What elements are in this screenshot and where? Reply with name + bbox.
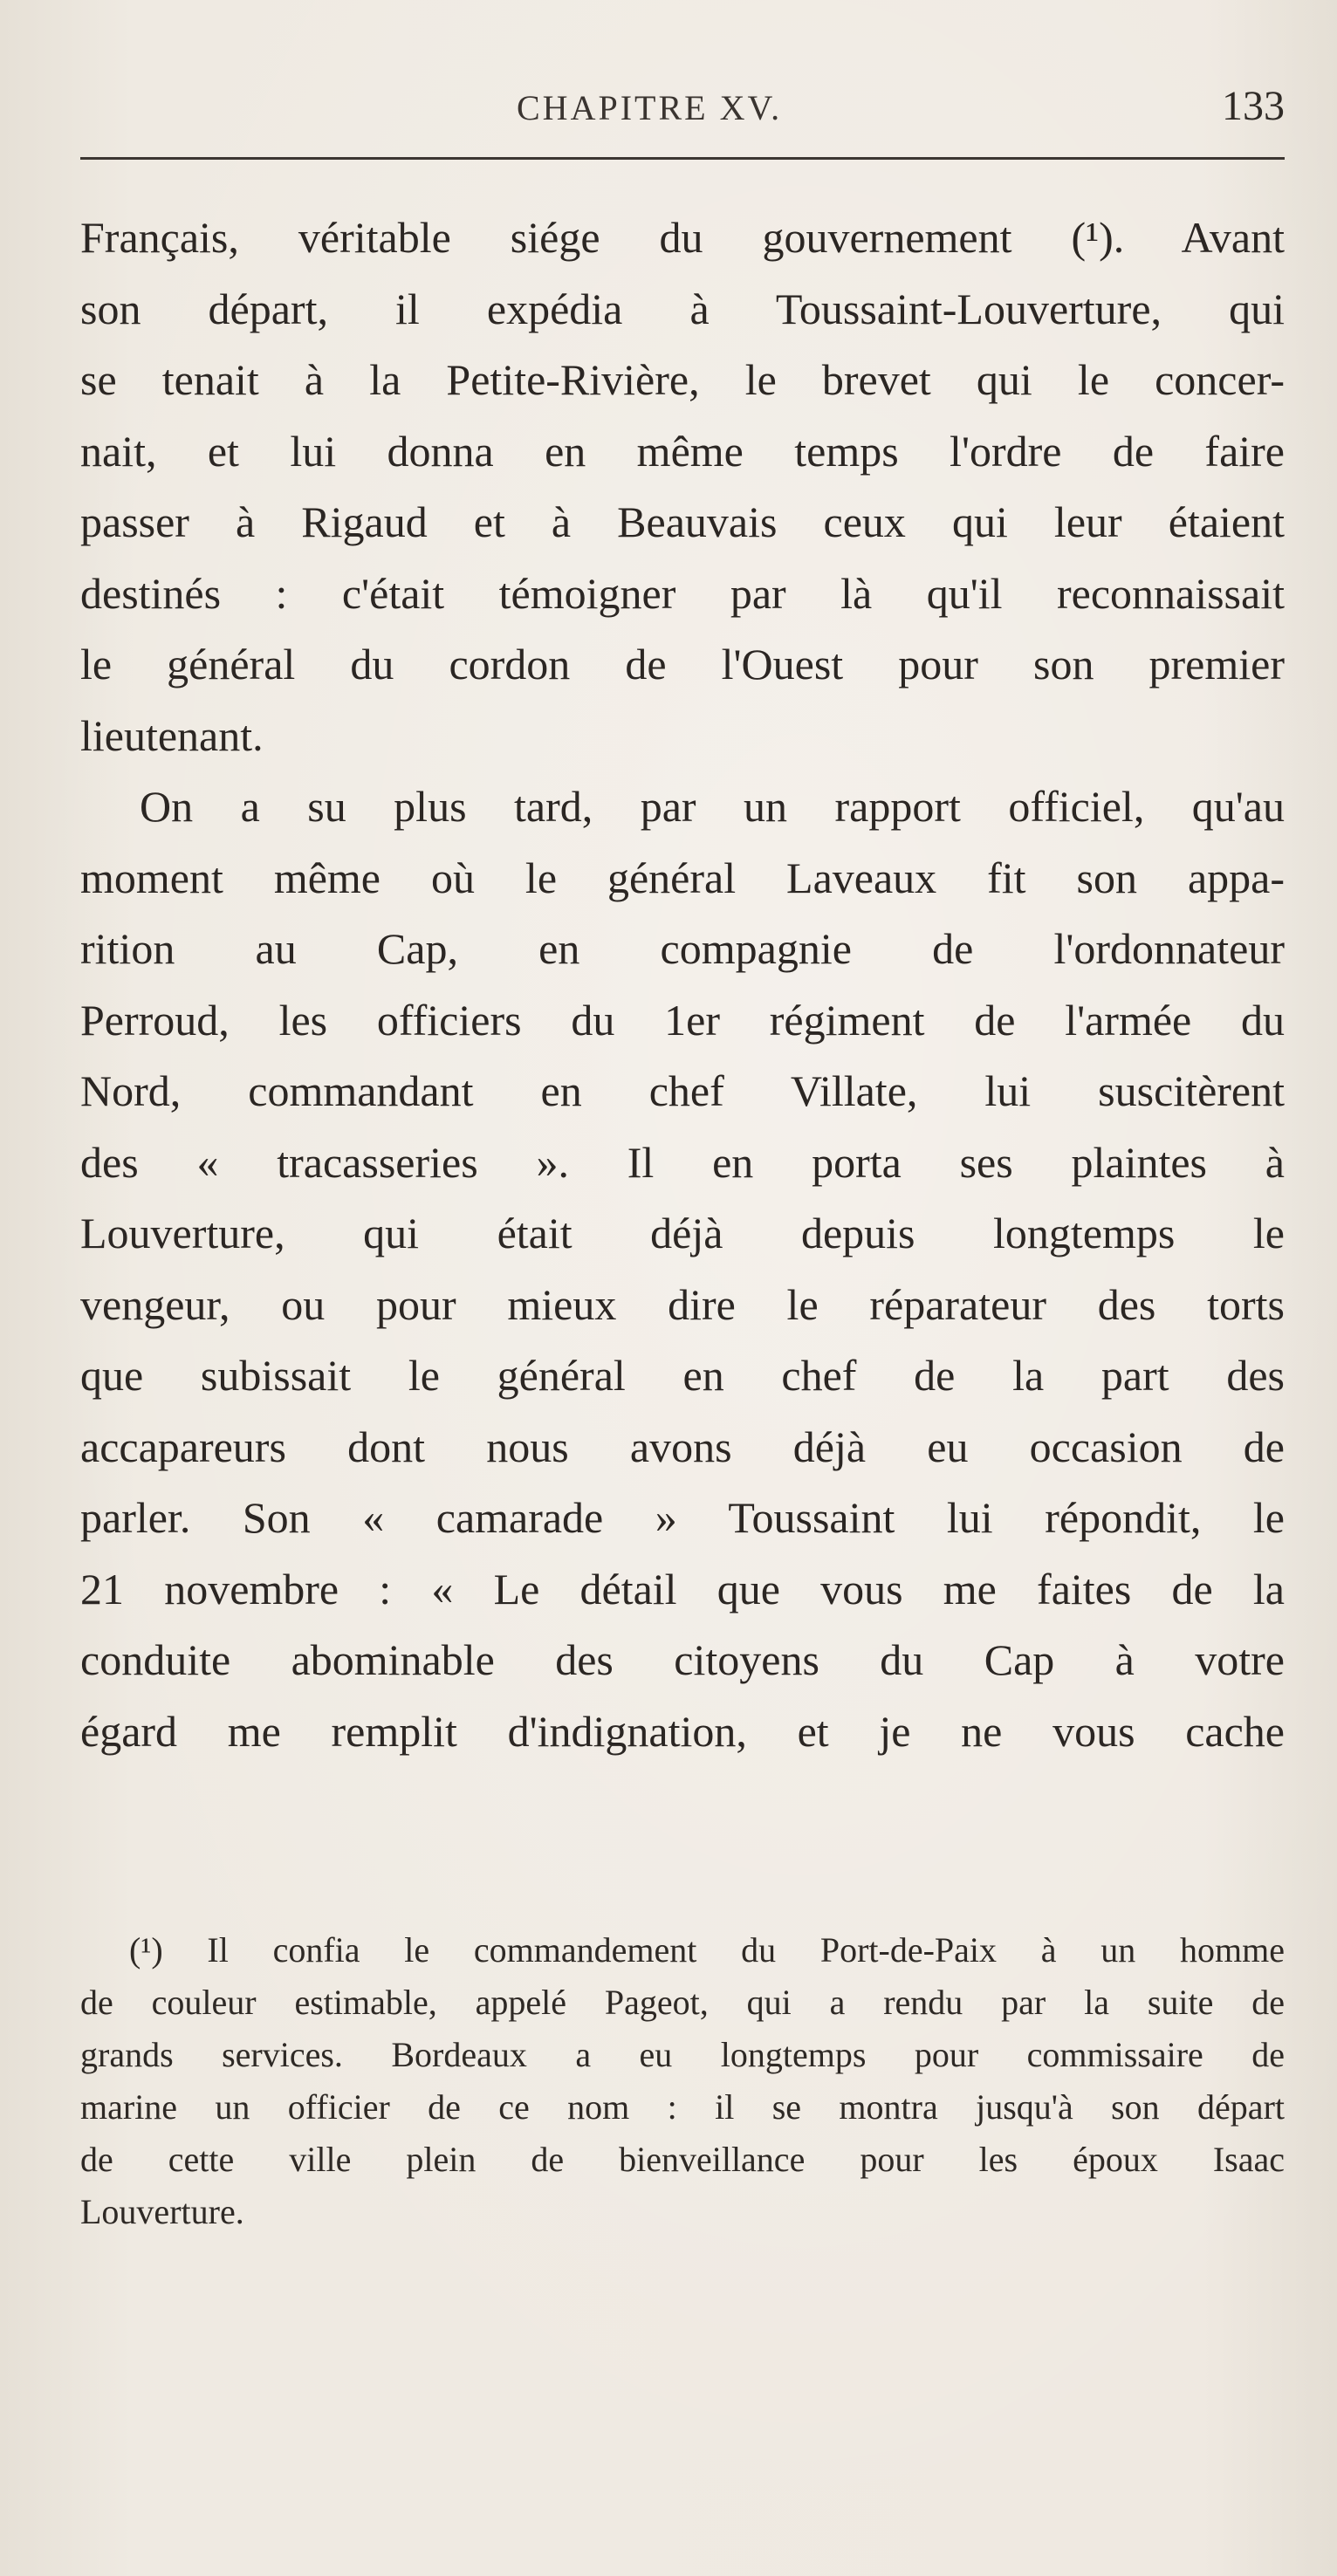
text-line: Français, véritable siége du gouvernement (¹). Avant [80, 213, 1285, 262]
footnote-line: Louverture. [80, 2192, 244, 2231]
footnote-line: de cette ville plein de bienveillance pour les époux Isaac [80, 2140, 1285, 2179]
text-line: passer à Rigaud et à Beauvais ceux qui leur étaient [80, 497, 1285, 546]
chapter-title: CHAPITRE XV. [517, 88, 783, 127]
text-line: se tenait à la Petite-Rivière, le brevet qui le concer- [80, 355, 1285, 404]
text-line: Perroud, les officiers du 1er régiment de l'armée du [80, 995, 1285, 1045]
text-line: égard me remplit d'indignation, et je ne vous cache [80, 1706, 1285, 1756]
text-line: accapareurs dont nous avons déjà eu occasion de [80, 1422, 1285, 1471]
text-line: 21 novembre : « Le détail que vous me faites de la [80, 1564, 1285, 1613]
text-line: Louverture, qui était déjà depuis longtemps le [80, 1209, 1285, 1257]
text-line: nait, et lui donna en même temps l'ordre de faire [80, 426, 1285, 476]
footnotes [80, 1924, 1285, 2238]
footnote-line: grands services. Bordeaux a eu longtemps pour commissaire de [80, 2035, 1285, 2074]
footnote-line: de couleur estimable, appelé Pageot, qui a rendu par la suite de [80, 1983, 1285, 2022]
text-line: On a su plus tard, par un rapport officiel, qu'au [140, 782, 1285, 831]
text-line: parler. Son « camarade » Toussaint lui répondit, le [80, 1493, 1285, 1542]
text-line: que subissait le général en chef de la part des [80, 1351, 1285, 1400]
text-line: le général du cordon de l'Ouest pour son premier [80, 640, 1285, 689]
footnote-line: (¹) Il confia le commandement du Port-de-Paix à un homme [129, 1930, 1285, 1970]
header-rule [80, 157, 1285, 160]
text-line: destinés : c'était témoigner par là qu'il reconnaissait [80, 568, 1285, 618]
text-line: des « tracasseries ». Il en porta ses plaintes à [80, 1137, 1285, 1187]
text-line: Nord, commandant en chef Villate, lui suscitèrent [80, 1066, 1285, 1115]
body-text [80, 202, 1285, 1767]
page-number: 133 [1222, 83, 1285, 129]
text-line: lieutenant. [80, 710, 264, 760]
text-line: rition au Cap, en compagnie de l'ordonnateur [80, 924, 1285, 973]
text-line: moment même où le général Laveaux fit son appa- [80, 853, 1285, 902]
text-line: vengeur, ou pour mieux dire le réparateur des torts [80, 1279, 1285, 1329]
text-line: conduite abominable des citoyens du Cap à votre [80, 1635, 1285, 1684]
running-head [80, 80, 1285, 133]
text-line: son départ, il expédia à Toussaint-Louverture, qui [80, 284, 1285, 333]
footnote-line: marine un officier de ce nom : il se montra jusqu'à son départ [80, 2087, 1285, 2127]
